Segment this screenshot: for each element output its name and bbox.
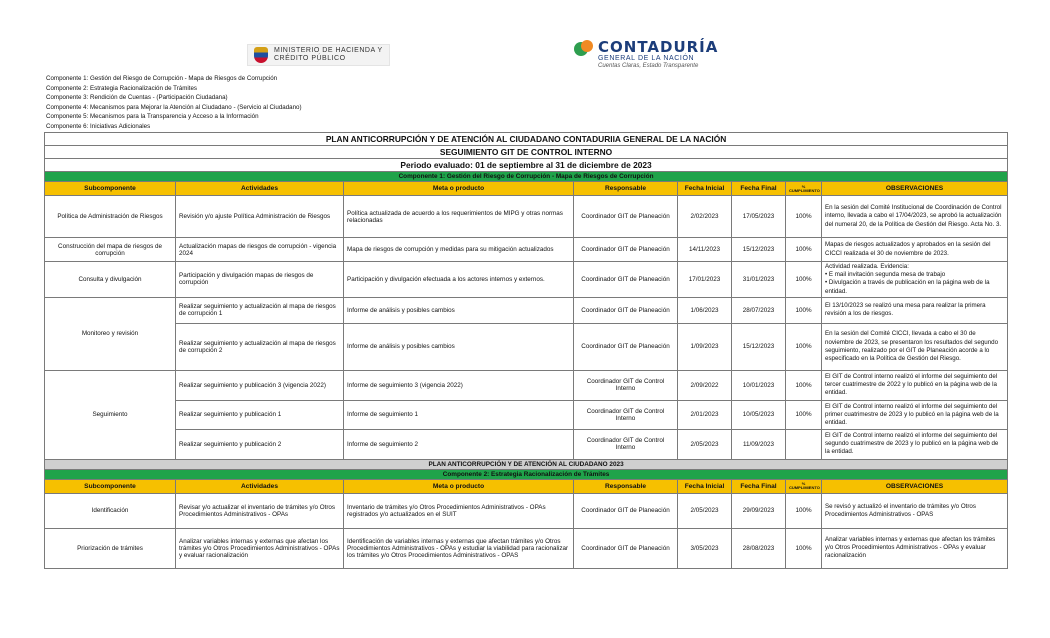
cell-resp: Coordinador GIT de Planeación (574, 238, 678, 262)
col-responsable: Responsable (574, 479, 678, 493)
col-subcomponente: Subcomponente (45, 182, 176, 196)
component1-banner: Componente 1: Gestión del Riesgo de Corrupción - Mapa de Riesgos de Corrupción (45, 172, 1008, 182)
ministerio-line2: CRÉDITO PÚBLICO (274, 55, 346, 62)
cell-meta: Informe de seguimiento 1 (344, 400, 574, 429)
cell-ff: 17/05/2023 (732, 196, 786, 238)
cell-meta: Política actualizada de acuerdo a los requerimientos de MIPG y otras normas relacionadas (344, 196, 574, 238)
cell-resp: Coordinador GIT de Planeación (574, 196, 678, 238)
contaduria-logo (574, 40, 718, 70)
cell-obs: El 13/10/2023 se realizó una mesa para realizar la primera revisión a los de riesgos. (822, 297, 1008, 323)
col-subcomponente: Subcomponente (45, 479, 176, 493)
cell-pct (786, 429, 822, 459)
cell-fi: 14/11/2023 (678, 238, 732, 262)
cell-ff: 15/12/2023 (732, 238, 786, 262)
ministerio-line1: MINISTERIO DE HACIENDA Y (274, 47, 383, 54)
contaduria-name: CONTADURÍA (598, 38, 719, 56)
cell-fi: 2/05/2023 (678, 429, 732, 459)
cell-ff: 11/09/2023 (732, 429, 786, 459)
plan-period: Periodo evaluado: 01 de septiembre al 31 de diciembre de 2023 (45, 159, 1008, 172)
cell-obs: El GIT de Control interno realizó el informe del seguimiento del primer cuatrimestre de 2023 y lo publicó en la página web de la entidad. (822, 400, 1008, 429)
components-list (46, 74, 302, 132)
cell-act: Realizar seguimiento y publicación 3 (vigencia 2022) (176, 370, 344, 400)
cell-sub: Priorización de trámites (45, 528, 176, 568)
cell-ff: 31/01/2023 (732, 262, 786, 298)
cell-sub: Identificación (45, 493, 176, 528)
col-fecha-final: Fecha Final (732, 479, 786, 493)
col-actividades: Actividades (176, 479, 344, 493)
cell-pct: 100% (786, 493, 822, 528)
cell-resp: Coordinador GIT de Planeación (574, 493, 678, 528)
cell-sub: Consulta y divulgación (45, 262, 176, 298)
cell-sub: Seguimiento (45, 370, 176, 459)
cell-pct: 100% (786, 323, 822, 370)
plan-subtitle: SEGUIMIENTO GIT DE CONTROL INTERNO (45, 146, 1008, 159)
cell-act: Revisar y/o actualizar el inventario de trámites y/o Otros Procedimientos Administrativos - OPAs (176, 493, 344, 528)
table-row (45, 196, 1008, 238)
table-header-row (45, 479, 1008, 493)
cell-meta: Participación y divulgación efectuada a los actores internos y externos. (344, 262, 574, 298)
cell-pct: 100% (786, 400, 822, 429)
cell-meta: Mapa de riesgos de corrupción y medidas para su mitigación actualizados (344, 238, 574, 262)
cell-act: Revisión y/o ajuste Política Administración de Riesgos (176, 196, 344, 238)
col-actividades: Actividades (176, 182, 344, 196)
table-row (45, 323, 1008, 370)
cell-fi: 1/06/2023 (678, 297, 732, 323)
cell-fi: 1/09/2023 (678, 323, 732, 370)
cell-sub: Monitoreo y revisión (45, 297, 176, 370)
cell-act: Analizar variables internas y externas que afectan los trámites y/o Otros Procedimientos Administrativos - OPAs y evaluar racionalización (176, 528, 344, 568)
cell-resp: Coordinador GIT de Control Interno (574, 370, 678, 400)
cell-act: Realizar seguimiento y actualización al mapa de riesgos de corrupción 1 (176, 297, 344, 323)
col-responsable: Responsable (574, 182, 678, 196)
section2-title: PLAN ANTICORRUPCIÓN Y DE ATENCIÓN AL CIUDADANO 2023 (45, 459, 1008, 469)
cell-fi: 3/05/2023 (678, 528, 732, 568)
cell-pct: 100% (786, 262, 822, 298)
component-item: Componente 4: Mecanismos para Mejorar la Atención al Ciudadano - (Servicio al Ciudadano) (46, 103, 302, 111)
cell-obs: Se revisó y actualizó el inventario de trámites y/o Otros Procedimientos Administrativos - OPAS (822, 493, 1008, 528)
col-meta: Meta o producto (344, 479, 574, 493)
col-cumplimiento: % CUMPLIMIENTO (786, 479, 822, 493)
cell-act: Realizar seguimiento y actualización al mapa de riesgos de corrupción 2 (176, 323, 344, 370)
header-logos (0, 40, 1050, 70)
cell-meta: Inventario de trámites y/o Otros Procedimientos Administrativos - OPAs registrados y/o actualizados en el SUIT (344, 493, 574, 528)
cell-pct: 100% (786, 297, 822, 323)
col-observaciones: OBSERVACIONES (822, 182, 1008, 196)
cell-resp: Coordinador GIT de Planeación (574, 528, 678, 568)
cell-resp: Coordinador GIT de Planeación (574, 297, 678, 323)
component-item: Componente 3: Rendición de Cuentas - (Participación Ciudadana) (46, 94, 228, 102)
cell-pct: 100% (786, 528, 822, 568)
component-item: Componente 5: Mecanismos para la Transparencia y Acceso a la Información (46, 113, 259, 121)
cell-resp: Coordinador GIT de Planeación (574, 262, 678, 298)
cell-ff: 28/07/2023 (732, 297, 786, 323)
cell-pct: 100% (786, 370, 822, 400)
table-row (45, 262, 1008, 298)
col-fecha-inicial: Fecha Inicial (678, 182, 732, 196)
cell-obs: Actividad realizada. Evidencia: • E mail invitación segunda mesa de trabajo • Divulgación a través de publicación en la página web de la entidad. (822, 262, 1008, 298)
table-row (45, 429, 1008, 459)
cell-fi: 2/01/2023 (678, 400, 732, 429)
table-row (45, 528, 1008, 568)
cell-obs: En la sesión del Comité Institucional de Coordinación de Control interno, llevada a cabo el 17/04/2023, se aprobó la actualización del numeral 20, de la Política de Gestión del Riesgo. Acta No. 3. (822, 196, 1008, 238)
ministerio-logo (247, 44, 390, 66)
cell-obs: El GIT de Control interno realizó el informe del seguimiento del tercer cuatrimestre de 2022 y lo publicó en la página web de la entidad. (822, 370, 1008, 400)
cell-fi: 2/09/2022 (678, 370, 732, 400)
colombia-crest-icon (254, 47, 268, 63)
cell-fi: 2/02/2023 (678, 196, 732, 238)
plan-table (44, 132, 1008, 569)
contaduria-mark-icon (574, 40, 594, 58)
cell-act: Realizar seguimiento y publicación 2 (176, 429, 344, 459)
component-item: Componente 1: Gestión del Riesgo de Corrupción - Mapa de Riesgos de Corrupción (46, 75, 278, 82)
cell-act: Realizar seguimiento y publicación 1 (176, 400, 344, 429)
col-meta: Meta o producto (344, 182, 574, 196)
col-fecha-inicial: Fecha Inicial (678, 479, 732, 493)
cell-resp: Coordinador GIT de Planeación (574, 323, 678, 370)
cell-obs: El GIT de Control interno realizó el informe del seguimiento del segundo cuatrimestre de 2023 y lo publicó en la página web de la entidad. (822, 429, 1008, 459)
cell-pct: 100% (786, 238, 822, 262)
cell-ff: 10/05/2023 (732, 400, 786, 429)
table-row (45, 400, 1008, 429)
table-row (45, 493, 1008, 528)
col-fecha-final: Fecha Final (732, 182, 786, 196)
cell-obs: Mapas de riesgos actualizados y aprobados en la sesión del CICCI realizada el 30 de noviembre de 2023. (822, 238, 1008, 262)
cell-pct: 100% (786, 196, 822, 238)
table-row (45, 238, 1008, 262)
cell-obs: En la sesión del Comité CICCI, llevada a cabo el 30 de noviembre de 2023, se presentaron los resultados del segundo seguimiento, realizado por el GIT de Planeación acorde a lo especificado en la Política de Gestión del Riesgo. (822, 323, 1008, 370)
table-header-row (45, 182, 1008, 196)
component2-banner: Componente 2: Estrategia Racionalización de Trámites (45, 469, 1008, 479)
contaduria-motto: Cuentas Claras, Estado Transparente (598, 63, 699, 69)
cell-meta: Informe de análisis y posibles cambios (344, 323, 574, 370)
cell-act: Participación y divulgación mapas de riesgos de corrupción (176, 262, 344, 298)
cell-ff: 28/08/2023 (732, 528, 786, 568)
cell-fi: 2/05/2023 (678, 493, 732, 528)
cell-obs: Analizar variables internas y externas que afectan los trámites y/o Otros Procedimientos Administrativos - OPAs y evaluar racionalización (822, 528, 1008, 568)
cell-resp: Coordinador GIT de Control Interno (574, 429, 678, 459)
table-row (45, 370, 1008, 400)
cell-sub: Política de Administración de Riesgos (45, 196, 176, 238)
cell-ff: 10/01/2023 (732, 370, 786, 400)
cell-sub: Construcción del mapa de riesgos de corrupción (45, 238, 176, 262)
col-cumplimiento: % CUMPLIMIENTO (786, 182, 822, 196)
cell-meta: Informe de seguimiento 3 (vigencia 2022) (344, 370, 574, 400)
cell-meta: Identificación de variables internas y externas que afectan trámites y/o Otros Procedimientos Administrativos - OPAs y estudiar la viabilidad para racionalizar los trámites y/o Otros Procedimientos Administrativos - OPAS (344, 528, 574, 568)
cell-meta: Informe de seguimiento 2 (344, 429, 574, 459)
cell-resp: Coordinador GIT de Control Interno (574, 400, 678, 429)
cell-meta: Informe de análisis y posibles cambios (344, 297, 574, 323)
cell-fi: 17/01/2023 (678, 262, 732, 298)
table-row (45, 297, 1008, 323)
cell-ff: 15/12/2023 (732, 323, 786, 370)
plan-title: PLAN ANTICORRUPCIÓN Y DE ATENCIÓN AL CIUDADANO CONTADURIIA GENERAL DE LA NACIÓN (45, 133, 1008, 146)
cell-act: Actualización mapas de riesgos de corrupción - vigencia 2024 (176, 238, 344, 262)
component-item: Componente 2: Estrategia Racionalización de Trámites (46, 84, 197, 92)
cell-ff: 29/09/2023 (732, 493, 786, 528)
contaduria-sub: GENERAL DE LA NACIÓN (598, 55, 695, 62)
col-observaciones: OBSERVACIONES (822, 479, 1008, 493)
component-item: Componente 6: Iniciativas Adicionales (46, 122, 151, 130)
